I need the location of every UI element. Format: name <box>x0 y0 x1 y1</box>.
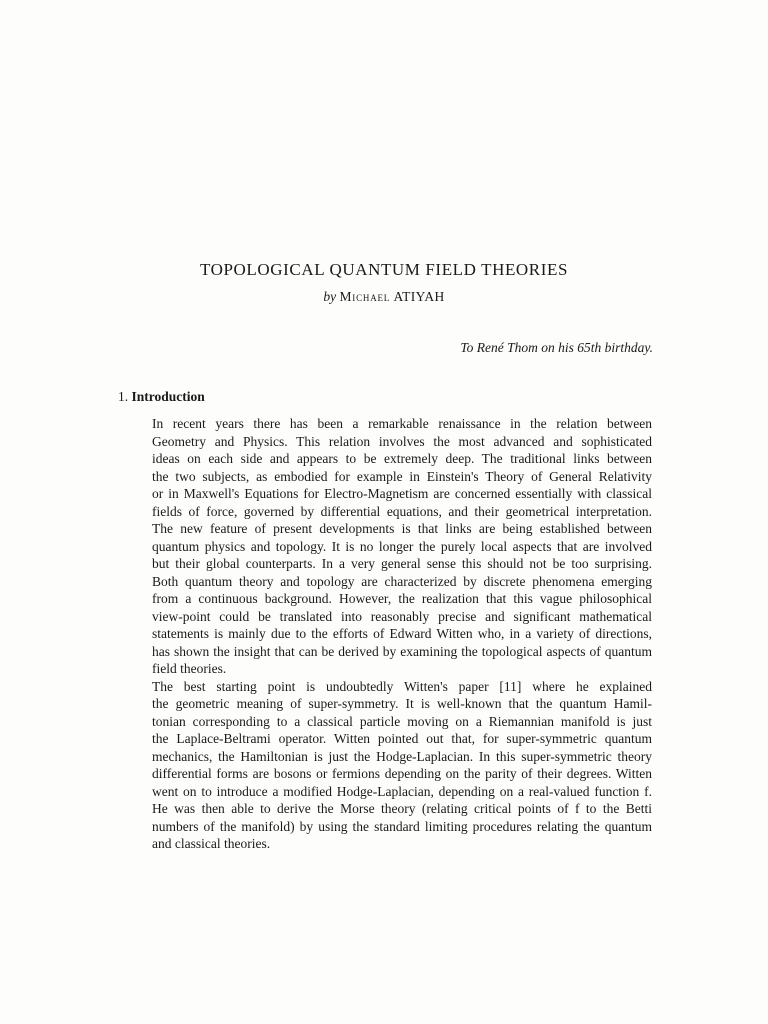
paragraph-1 <box>118 415 652 678</box>
paragraph-line: In recent years there has been a remarkable renaissance in the relation between <box>152 416 652 431</box>
paragraph-line: the two subjects, as embodied for example in Einstein's Theory of General Relativity <box>152 468 652 484</box>
paragraph-line: tonian corresponding to a classical particle moving on a Riemannian manifold is just <box>152 713 652 729</box>
section-number: 1. <box>118 389 129 404</box>
author-last-name: ATIYAH <box>393 289 445 304</box>
paragraph-line: but their global counterparts. In a very general sense this should not be too surprising. <box>152 556 652 571</box>
section-title: Introduction <box>131 389 205 404</box>
paragraph-line: Both quantum theory and topology are characterized by discrete phenomena emerging <box>152 573 652 589</box>
paragraph-line: ideas on each side and appears to be extremely deep. The traditional links between <box>152 451 652 466</box>
paragraph-line: has shown the insight that can be derived by examining the topological aspects of quantum <box>152 643 652 659</box>
paper-title: TOPOLOGICAL QUANTUM FIELD THEORIES <box>199 260 569 279</box>
paragraph-line: quantum physics and topology. It is no longer the purely local aspects that are involved <box>152 538 652 554</box>
paragraph-line: numbers of the manifold) by using the standard limiting procedures relating the quantum <box>152 818 652 834</box>
paragraph-line: Geometry and Physics. This relation involves the most advanced and sophisticated <box>152 433 652 449</box>
paragraph-2 <box>118 678 652 853</box>
dedication: To René Thom on his 65th birthday. <box>460 340 653 355</box>
body-text <box>118 415 652 853</box>
paragraph-line: The best starting point is undoubtedly Witten's paper [11] where he explained <box>152 678 652 694</box>
section-heading <box>118 389 205 405</box>
paragraph-line: statements is mainly due to the efforts of Edward Witten who, in a variety of directions, <box>152 626 652 641</box>
author-byline <box>0 289 768 305</box>
paragraph-line: The new feature of present developments is that links are being established between <box>152 521 652 536</box>
paragraph-line: fields of force, governed by differential equations, and their geometrical interpretation. <box>152 503 652 519</box>
paragraph-line: differential forms are bosons or fermions depending on the parity of their degrees. Witten <box>152 766 652 781</box>
author-first-name: Michael <box>339 289 391 304</box>
paragraph-line: went on to introduce a modified Hodge-Laplacian, depending on a real-valued function f. <box>152 783 652 799</box>
paragraph-line: view-point could be translated into reasonably precise and significant mathematical <box>152 608 652 624</box>
paragraph-line: the geometric meaning of super-symmetry. It is well-known that the quantum Hamil- <box>152 696 652 711</box>
paragraph-line: from a continuous background. However, the realization that this vague philosophical <box>152 591 652 606</box>
paragraph-line: field theories. <box>152 661 227 676</box>
paragraph-line: the Laplace-Beltrami operator. Witten pointed out that, for super-symmetric quantum <box>152 731 652 746</box>
paragraph-line: mechanics, the Hamiltonian is just the Hodge-Laplacian. In this super-symmetric theory <box>152 748 652 764</box>
paragraph-line: He was then able to derive the Morse theory (relating critical points of f to the Betti <box>152 801 652 816</box>
byline-by: by <box>323 289 337 304</box>
paragraph-line: and classical theories. <box>152 836 271 851</box>
paragraph-line: or in Maxwell's Equations for Electro-Magnetism are concerned essentially with classical <box>152 486 652 501</box>
